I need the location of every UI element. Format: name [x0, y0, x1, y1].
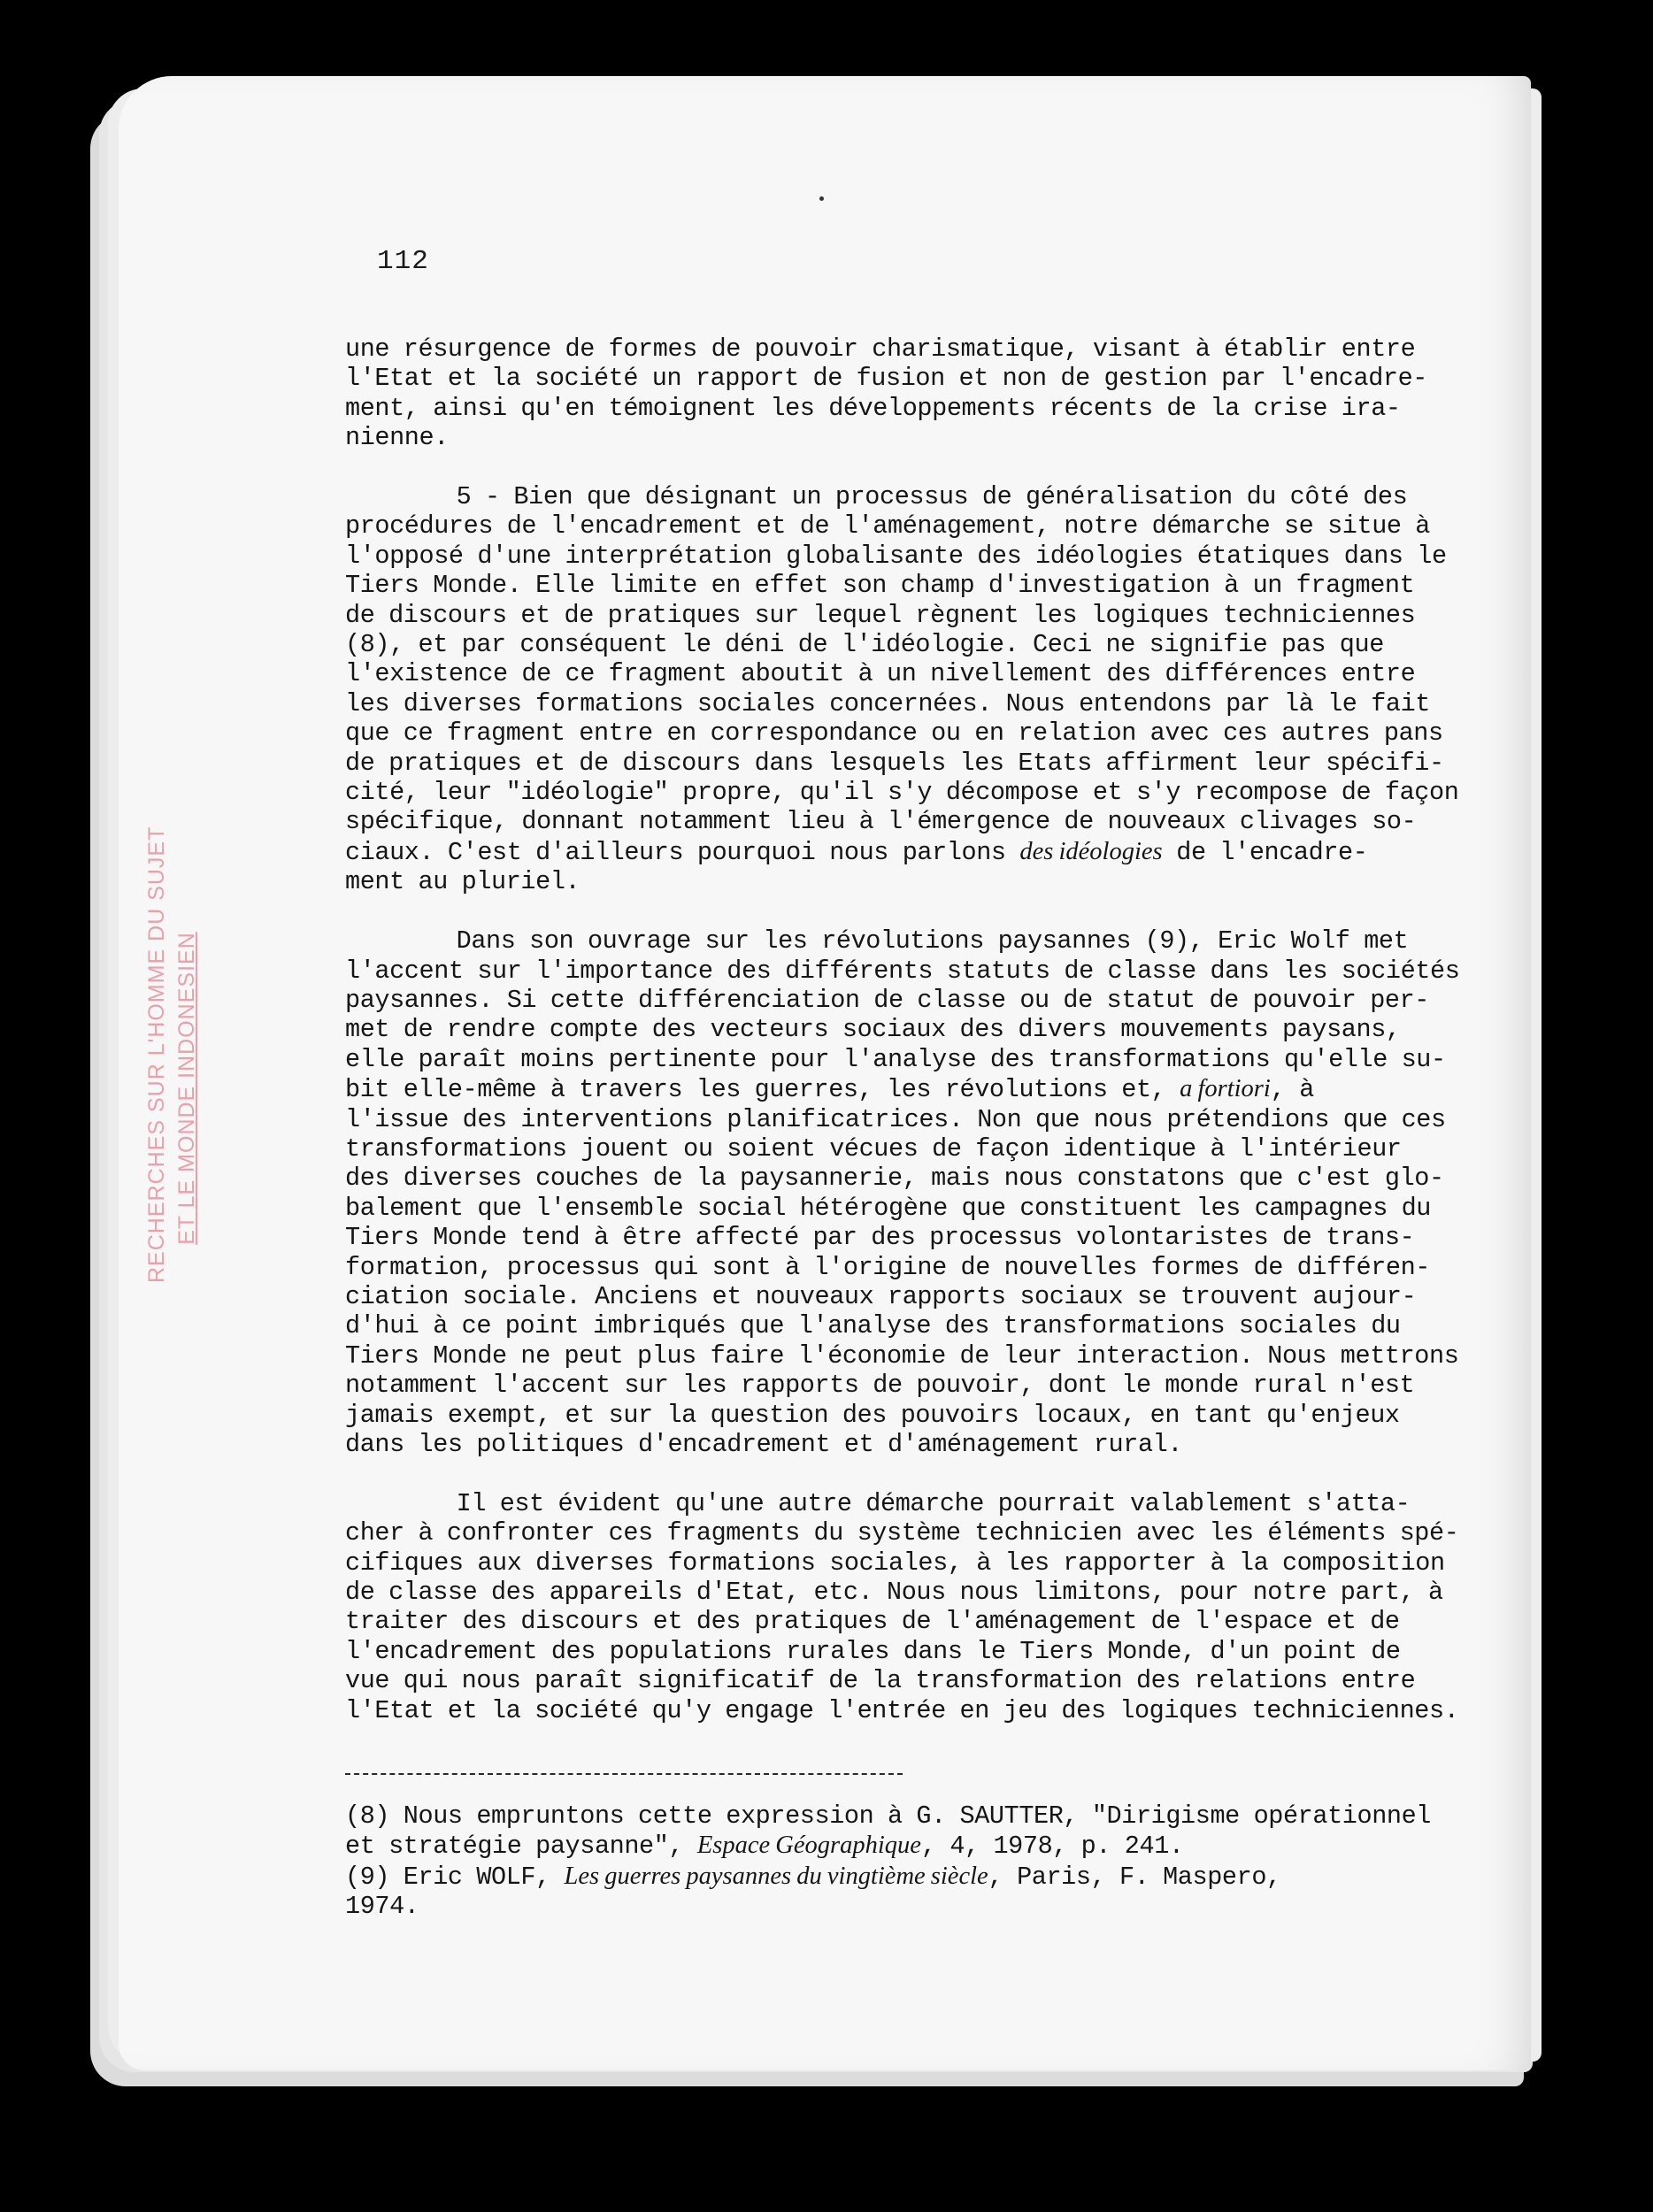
footnote-8-italic: Espace Géographique	[696, 1832, 921, 1860]
paragraph-3-text: Dans son ouvrage sur les révolutions paysannes (9), Eric Wolf met l'accent sur l'importance des différents statuts de classe dans les sociétés paysannes. Si cette différenciation de classe ou de statut de pouvoir per- met de rendre compte des vecteurs sociaux des divers mouvements paysans, elle paraît moins pertinente pour l'analyse des transformations qu'elle su- bit elle-même à travers les guerres, les révolutions et,	[345, 926, 1460, 1105]
body-text	[345, 334, 1460, 1725]
footnote-9	[345, 1862, 1434, 1922]
library-stamp	[142, 826, 202, 1283]
paragraph-2-text: 5 - Bien que désignant un processus de généralisation du côté des procédures de l'encadrement et de l'aménagement, notre démarche se situe à l'opposé d'une interprétation globalisante des idéologies étatiques dans le Tiers Monde. Elle limite en effet son champ d'investigation à un fragment de discours et de pratiques sur lequel règnent les logiques techniciennes (8), et par conséquent le déni de l'idéologie. Ceci ne signifie pas que l'existence de ce fragment aboutit à un nivellement des différences entre les diverses formations sociales concernées. Nous entendons par là le fait que ce fragment entre en correspondance ou en relation avec ces autres pans de pratiques et de discours dans lesquels les Etats affirment leur spécifi- cité, leur "idéologie" propre, qu'il s'y décompose et s'y recompose de façon spécifique, donnant notamment lieu à l'émergence de nouveaux clivages so- ciaux. C'est d'ailleurs pourquoi nous parlons	[345, 482, 1459, 867]
footnote-8-tail: , 4, 1978, p. 241.	[920, 1832, 1184, 1862]
paragraph-4: Il est évident qu'une autre démarche pourrait valablement s'atta- cher à confronter ces fragments du système technicien avec les éléments spé- cifiques aux diverses formations sociales, à les rapporter à la composition de classe des appareils d'Etat, etc. Nous nous limitons, pour notre part, traiter des discours et des pratiques de l'aménagement de l'espace et de l'encadrement des populations rurales dans le Tiers Monde, d'un point de vue qui nous paraît significatif de la transformation des relations entre l'Etat et la société qu'y engage l'entrée en jeu des logiques techniciennes.	[345, 1488, 1459, 1725]
footnotes	[345, 1801, 1434, 1922]
footnote-8-text: (8) Nous empruntons cette expression à G. SAUTTER, "Dirigisme opérationnel et stratégie paysanne",	[345, 1801, 1432, 1862]
paragraph-2-italic: des idéologies	[1019, 837, 1163, 865]
stamp-line-2: ET LE MONDE INDONESIEN	[174, 932, 199, 1245]
footnote-divider	[345, 1773, 903, 1775]
footnote-9-tail: , Paris, F. Maspero, 1974.	[345, 1862, 1281, 1922]
page-number: 112	[377, 246, 429, 277]
stamp-line-1: RECHERCHES SUR L'HOMME DU SUJET	[144, 826, 169, 1283]
ink-dot	[819, 196, 824, 201]
footnote-9-text: (9) Eric WOLF,	[345, 1862, 565, 1892]
paragraph-3	[345, 926, 1460, 1459]
paragraph-3-italic: a fortiori	[1180, 1075, 1271, 1103]
paragraph-2	[345, 482, 1459, 897]
paragraph-3-tail: , à l'issue des interventions planificatrices. Non que nous prétendions que ces transformations jouent ou soient vécues de façon identique à l'intérieur des diverses couches de la paysannerie, mais nous constatons que c'est glo- balement que l'ensemble social hétérogène que constituent les campagnes du Tiers Monde tend à être affecté par des processus volontaristes de trans- formation, processus qui sont à l'origine de nouvelles formes de différen- ciation sociale. Anciens et nouveaux rapports sociaux se trouvent aujour- d'hui à ce point imbriqués que l'analyse des transformations sociales du Tiers Monde ne peut plus faire l'économie de leur interaction. Nous mettrons notamment l'accent sur les rapports de pouvoir, dont le monde rural n'est jamais exempt, et sur la question des pouvoirs locaux, en tant qu'enjeux dans les politiques d'encadrement et d'aménagement rural.	[345, 1075, 1459, 1459]
paragraph-1: une résurgence de formes de pouvoir charismatique, visant à établir entre l'Etat et la société un rapport de fusion et non de gestion par l'encadre- ment, ainsi qu'en témoignent les développements récents de la crise ira- nienne.	[345, 334, 1428, 453]
footnote-8	[345, 1801, 1434, 1862]
paragraph-2-tail: de l'encadre- ment au pluriel.	[345, 837, 1368, 897]
footnote-9-italic: Les guerres paysannes du vingtième siècle	[564, 1862, 988, 1890]
